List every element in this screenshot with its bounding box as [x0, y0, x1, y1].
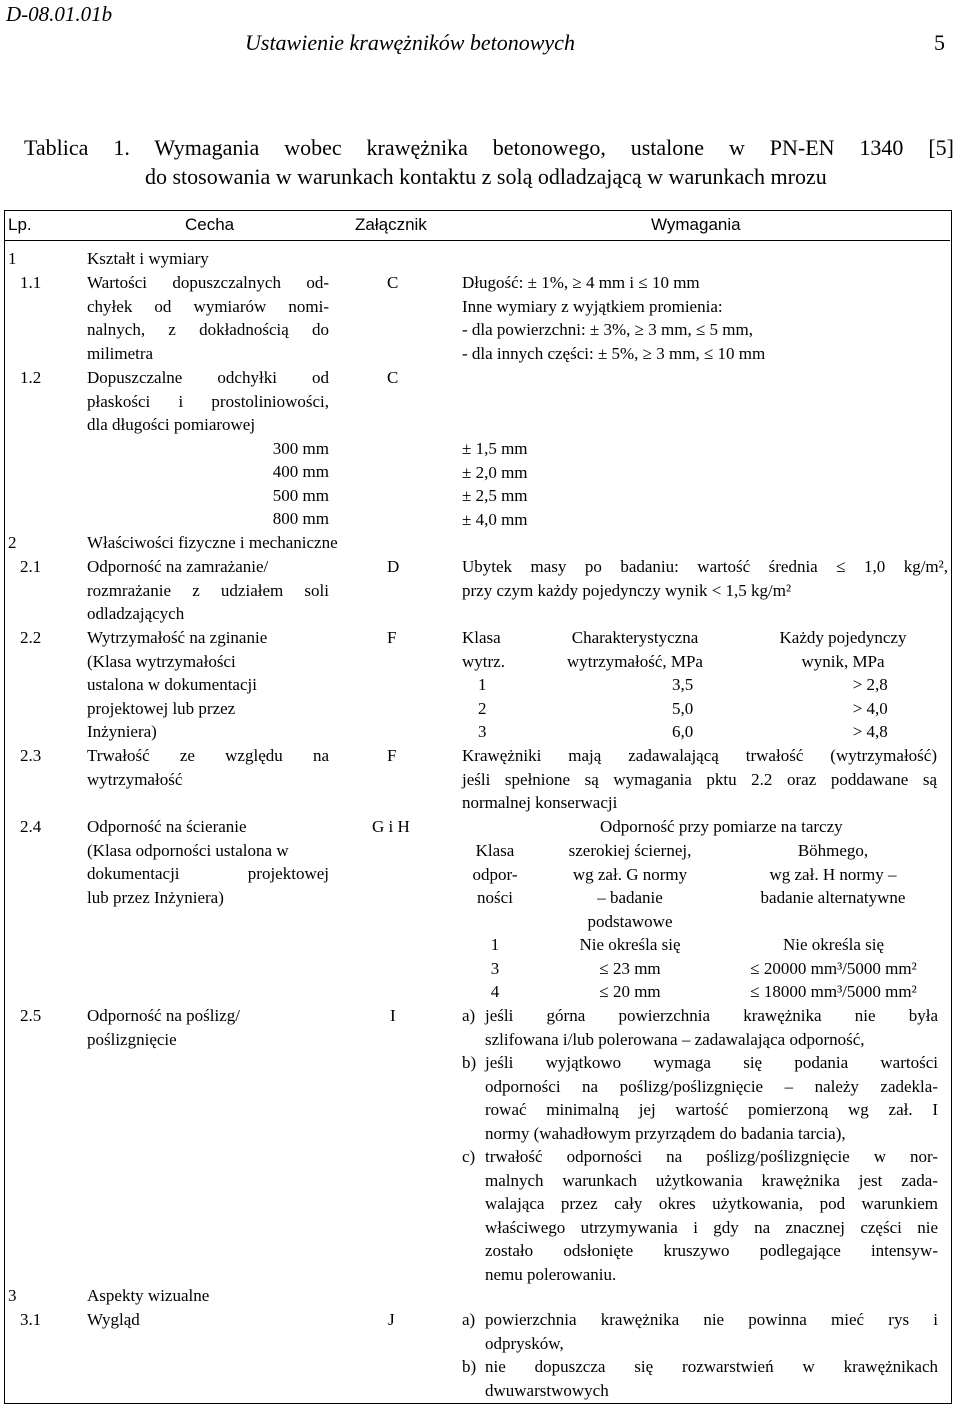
strength-class: 2 [478, 698, 487, 718]
row-number: 1.2 [20, 368, 42, 387]
strength-class: 1 [478, 675, 487, 694]
section-title: Właściwości fizyczne i mechaniczne [87, 533, 338, 552]
item-line: nemu polerowaniu. [485, 1264, 617, 1284]
item-line: nie dopuszcza się rozwarstwień w krawężnikach [485, 1357, 938, 1376]
tolerance-value: ± 4,0 mm [462, 509, 528, 529]
abrasion-bohm: ≤ 20000 mm³/5000 mm² [750, 958, 917, 978]
wym-line: Krawężniki mają zadawalającą trwałość (wytrzymałość) [462, 746, 937, 765]
abrasion-row [455, 980, 937, 1004]
wym-line: jeśli spełnione są wymagania pktu 2.2 oraz poddawane są [462, 769, 937, 789]
abrasion-class: 3 [490, 958, 500, 978]
header-line: podstawowe [587, 911, 673, 931]
abrasion-table [455, 933, 937, 1004]
strength-char-header [540, 626, 730, 673]
cecha-line: (Klasa odporności ustalona w [87, 840, 289, 860]
item-label: b) [462, 1053, 477, 1072]
caption-line-2: do stosowania w warunkach kontaktu z solą odladzającą w warunkach mrozu [145, 164, 827, 189]
row-wymagania [462, 555, 948, 602]
cecha-line: (Klasa wytrzymałości [87, 651, 236, 671]
item-line: rować minimalną jej wartość pomierzoną wg zał. I [485, 1100, 938, 1119]
strength-class: 3 [478, 722, 487, 741]
header-line: ności [477, 888, 513, 907]
row-zalacznik: C [387, 273, 399, 292]
cecha-line: odladzających [87, 604, 185, 623]
cecha-line: Wytrzymałość na zginanie [87, 628, 268, 647]
list-item [462, 1004, 938, 1051]
header-lp: Lp. [8, 215, 32, 234]
cecha-line: nalnych, z dokładnością do [87, 320, 329, 339]
header-line: Każdy pojedynczy [779, 628, 907, 647]
cecha-line: Inżyniera) [87, 722, 157, 741]
row-number: 2.4 [20, 817, 42, 836]
abrasion-class: 4 [490, 982, 500, 1001]
item-line: szlifowana i/lub polerowana – zadawalająca odporność, [485, 1029, 865, 1049]
row-zalacznik: J [388, 1310, 395, 1329]
cecha-line: rozmrażanie z udziałem soli [87, 580, 329, 600]
slip-list [462, 1004, 938, 1286]
abrasion-klasa-header [455, 839, 535, 910]
section-title: Aspekty wizualne [87, 1286, 210, 1305]
row-wymagania [462, 437, 662, 531]
tolerance-value: ± 2,5 mm [462, 486, 528, 505]
strength-char: 6,0 [672, 722, 694, 741]
cecha-line: Odporność na zamrażanie/ [87, 557, 269, 576]
strength-row [462, 720, 934, 744]
list-item [462, 1308, 938, 1355]
row-cecha [87, 366, 329, 531]
header-line: badanie alternatywne [760, 888, 906, 907]
row-cecha [87, 626, 329, 744]
cecha-line: Wartości dopuszczalnych od- [87, 273, 329, 292]
item-line: zostało odsłonięte kruszywo podlegające intensyw- [485, 1241, 938, 1260]
length-value: 400 mm [272, 462, 329, 481]
wym-line: - dla innych części: ± 5%, ≥ 3 mm, ≤ 10 mm [462, 343, 766, 363]
header-cecha: Cecha [185, 215, 235, 234]
item-label: a) [462, 1310, 476, 1329]
tolerance-value: ± 1,5 mm [462, 439, 528, 458]
header-line: wg zał. H normy – [769, 864, 897, 884]
item-line: jeśli górna powierzchnia krawężnika nie była [485, 1006, 938, 1025]
document-code: D-08.01.01b [6, 2, 113, 26]
abrasion-title: Odporność przy pomiarze na tarczy [600, 817, 843, 836]
item-line: właściwego utrzymywania i gdy na znacznej części nie [485, 1217, 938, 1237]
strength-kazdy-header [752, 626, 934, 673]
abrasion-row [455, 933, 937, 957]
strength-table [462, 673, 934, 744]
item-line: dwuwarstwowych [485, 1380, 609, 1400]
row-number: 2.1 [20, 557, 42, 576]
cecha-line: ustalona w dokumentacji [87, 675, 257, 694]
strength-char: 5,0 [672, 698, 694, 718]
cecha-line: dla długości pomiarowej [87, 415, 256, 434]
section-number: 1 [8, 249, 17, 268]
appearance-list [462, 1308, 938, 1402]
cecha-line: projektowej lub przez [87, 698, 236, 718]
cecha-line: dokumentacji projektowej [87, 864, 329, 883]
header-line: wytrzymałość, MPa [567, 651, 703, 671]
wym-line: - dla powierzchni: ± 3%, ≥ 3 mm, ≤ 5 mm, [462, 320, 753, 339]
row-number: 3.1 [20, 1310, 42, 1329]
row-number: 2.2 [20, 628, 42, 647]
row-zalacznik: I [390, 1006, 396, 1025]
item-line: odporności na poślizg/poślizgnięcie – należy zadekla- [485, 1076, 938, 1096]
abrasion-szer: ≤ 20 mm [599, 982, 661, 1001]
item-line: malnych warunkach użytkowania krawężnika jest zada- [485, 1170, 938, 1190]
row-zalacznik: F [387, 746, 397, 765]
item-line: odprysków, [485, 1333, 564, 1353]
header-line: Charakterystyczna [571, 628, 699, 647]
cecha-line: chyłek od wymiarów nomi- [87, 296, 329, 316]
cecha-line: poślizgnięcie [87, 1029, 177, 1049]
row-cecha [87, 1004, 329, 1051]
section-number: 3 [8, 1286, 17, 1305]
header-line: Klasa [475, 841, 515, 860]
row-number: 2.5 [20, 1006, 42, 1025]
cecha-line: milimetra [87, 343, 154, 363]
item-line: walająca przez cały okres użytkowania, pod warunkiem [485, 1194, 938, 1213]
abrasion-bohm: Nie określa się [782, 935, 885, 954]
tolerance-value: ± 2,0 mm [462, 462, 528, 482]
strength-single: > 4,8 [852, 722, 888, 741]
strength-char: 3,5 [672, 675, 694, 694]
document-title: Ustawienie krawężników betonowych [245, 30, 575, 55]
row-zalacznik: C [387, 368, 399, 387]
abrasion-row [455, 957, 937, 981]
item-line: jeśli wyjątkowo wymaga się podania wartości [485, 1053, 938, 1072]
item-line: normy (wahadłowym przyrządem do badania tarcia), [485, 1123, 846, 1143]
list-item [462, 1051, 938, 1145]
wym-line: Ubytek masy po badaniu: wartość średnia ≤ 1,0 kg/m², [462, 557, 948, 576]
header-zalacznik: Załącznik [355, 215, 427, 234]
row-number: 1.1 [20, 273, 42, 292]
abrasion-bohm: ≤ 18000 mm³/5000 mm² [750, 982, 917, 1001]
header-line: Klasa [462, 628, 501, 647]
header-line: – badanie [597, 888, 663, 907]
list-item [462, 1355, 938, 1402]
list-item [462, 1145, 938, 1286]
cecha-line: Trwałość ze względu na [87, 746, 329, 765]
row-wymagania [462, 271, 932, 365]
cecha-line: lub przez Inżyniera) [87, 887, 224, 907]
header-line: odpor- [472, 864, 518, 884]
cecha-line: Odporność na poślizg/ [87, 1006, 240, 1025]
length-value: 300 mm [272, 438, 329, 458]
section-number: 2 [8, 533, 17, 552]
page-number: 5 [934, 30, 945, 55]
row-zalacznik: G i H [372, 817, 410, 836]
wym-line: Długość: ± 1%, ≥ 4 mm i ≤ 10 mm [462, 273, 700, 292]
header-wymagania: Wymagania [651, 215, 741, 234]
header-line: wytrz. [462, 651, 505, 671]
wym-line: Inne wymiary z wyjątkiem promienia: [462, 296, 723, 316]
abrasion-class: 1 [490, 935, 500, 954]
item-line: powierzchnia krawężnika nie powinna mieć rys i [485, 1310, 938, 1329]
length-value: 800 mm [272, 509, 329, 528]
wym-line: normalnej konserwacji [462, 793, 618, 812]
item-line: trwałość odporności na poślizg/poślizgnięcie w nor- [485, 1147, 938, 1166]
item-label: b) [462, 1357, 477, 1376]
row-zalacznik: F [387, 628, 397, 647]
row-wymagania [462, 744, 937, 815]
header-line: szerokiej ściernej, [568, 841, 692, 860]
strength-row [462, 673, 934, 697]
abrasion-szer: ≤ 23 mm [599, 958, 661, 978]
row-cecha [87, 744, 329, 791]
row-zalacznik: D [387, 557, 400, 576]
header-line: wg zał. G normy [572, 864, 688, 884]
strength-row [462, 697, 934, 721]
header-line: wynik, MPa [801, 651, 885, 671]
cecha-line: wytrzymałość [87, 769, 183, 789]
strength-single: > 4,0 [852, 698, 888, 718]
wym-line: przy czym każdy pojedynczy wynik < 1,5 kg/m² [462, 580, 792, 600]
cecha-line: Odporność na ścieranie [87, 817, 247, 836]
abrasion-szer: Nie określa się [579, 935, 681, 954]
strength-klasa-header [462, 626, 532, 673]
item-label: c) [462, 1147, 476, 1166]
row-cecha: Wygląd [87, 1310, 140, 1329]
row-number: 2.3 [20, 746, 42, 765]
row-cecha [87, 555, 329, 626]
table-header-row [4, 210, 950, 241]
length-value: 500 mm [272, 485, 329, 505]
strength-single: > 2,8 [852, 675, 888, 694]
cecha-line: płaskości i prostoliniowości, [87, 391, 329, 411]
item-label: a) [462, 1006, 476, 1025]
section-title: Kształt i wymiary [87, 249, 209, 268]
row-cecha [87, 271, 329, 365]
table-caption [24, 133, 954, 191]
abrasion-szer-header [540, 839, 720, 933]
row-cecha [87, 815, 329, 909]
header-line: Böhmego, [797, 841, 869, 860]
caption-line-1: Tablica 1. Wymagania wobec krawężnika betonowego, ustalone w PN-EN 1340 [5] [24, 135, 954, 160]
abrasion-bohm-header [730, 839, 936, 910]
cecha-line: Dopuszczalne odchyłki od [87, 368, 329, 387]
